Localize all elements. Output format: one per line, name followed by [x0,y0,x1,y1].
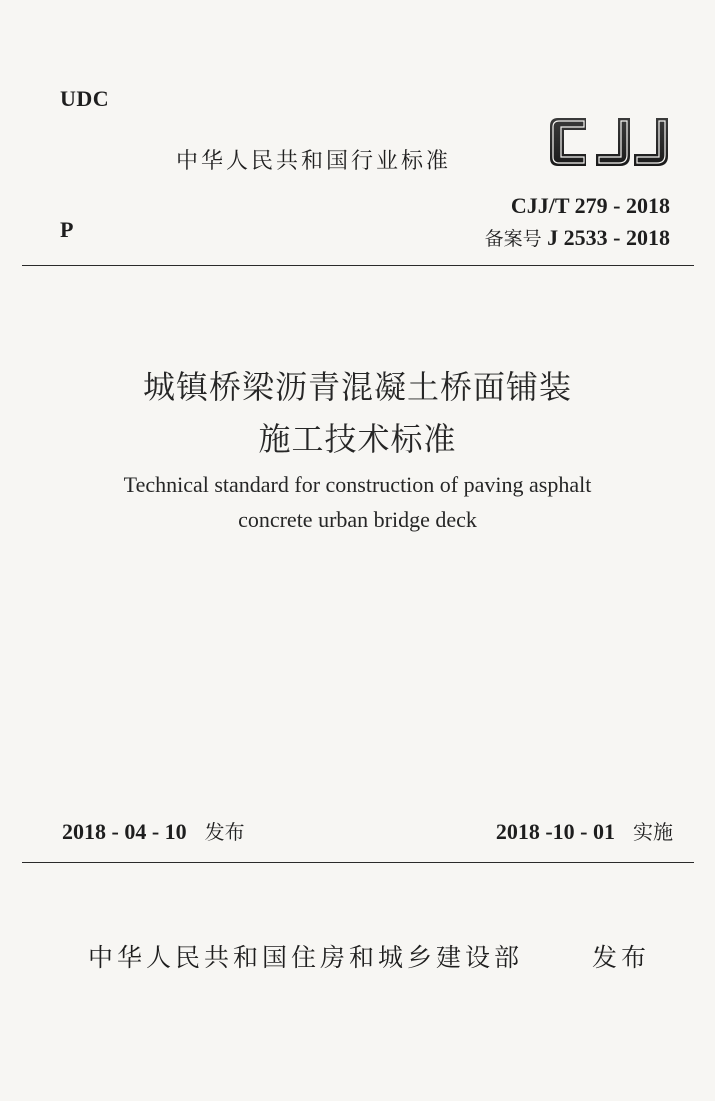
title-en-line2: concrete urban bridge deck [238,507,477,532]
category-label: P [60,217,74,242]
publish-label: 发布 [592,943,651,972]
publisher-name: 中华人民共和国住房和城乡建设部 [88,943,524,972]
cjj-logo [546,112,672,172]
record-number [485,224,670,251]
issue-date-block [62,816,245,845]
standard-number: CJJ/T 279 - 2018 [510,193,670,218]
implement-label: 实施 [633,820,673,844]
issue-label: 发布 [204,820,245,844]
bottom-divider [22,862,694,863]
issue-date: 2018 - 04 - 10 [62,819,187,844]
industry-standard-heading: 中华人民共和国行业标准 [176,149,452,174]
implement-date-block [496,816,673,845]
top-divider [22,265,694,266]
udc-label: UDC [60,86,110,111]
implement-date: 2018 -10 - 01 [495,819,615,844]
record-number-value: J 2533 - 2018 [547,225,670,250]
record-label: 备案号 [484,228,542,250]
title-cn-line2: 施工技术标准 [258,420,457,458]
title-cn-line1: 城镇桥梁沥青混凝土桥面铺装 [142,368,572,406]
title-en-line1: Technical standard for construction of paving asphalt [123,472,592,497]
